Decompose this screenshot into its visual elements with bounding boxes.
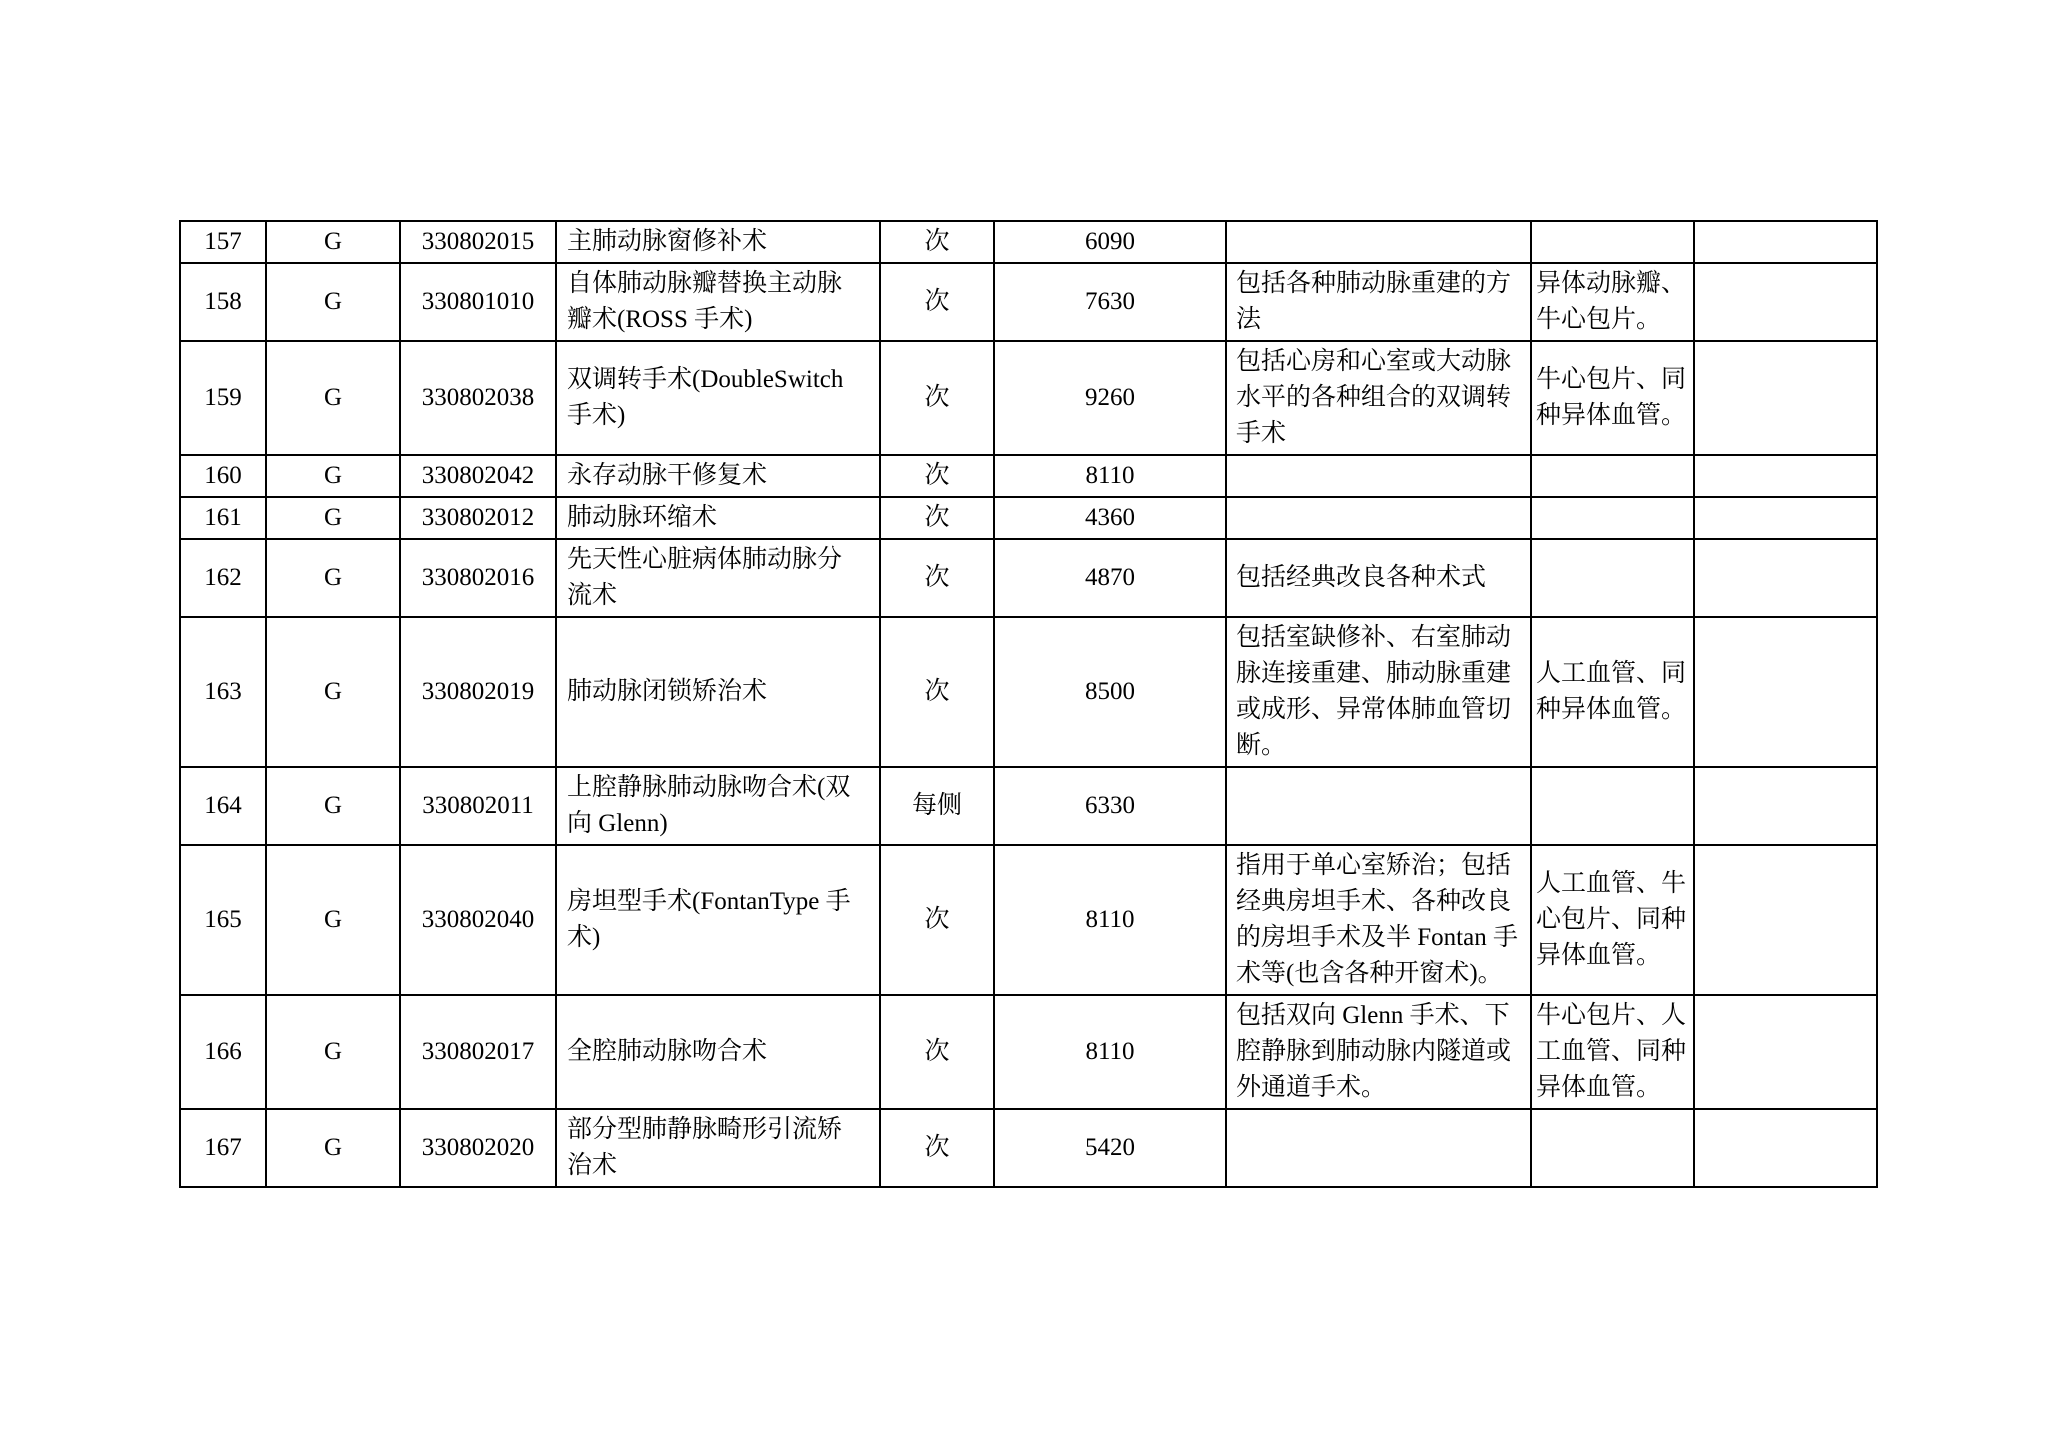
cell-extra (1694, 497, 1877, 539)
table-row (180, 767, 1877, 845)
cell-extra (1694, 455, 1877, 497)
table-row (180, 617, 1877, 767)
cell-unit: 次 (880, 263, 994, 341)
cell-price: 9260 (994, 341, 1226, 455)
cell-extra (1694, 341, 1877, 455)
cell-note (1226, 1109, 1531, 1187)
cell-materials (1531, 221, 1694, 263)
cell-code: 330801010 (400, 263, 556, 341)
cell-materials (1531, 497, 1694, 539)
cell-materials: 牛心包片、人工血管、同种异体血管。 (1531, 995, 1694, 1109)
cell-extra (1694, 263, 1877, 341)
cell-price: 8500 (994, 617, 1226, 767)
cell-name: 先天性心脏病体肺动脉分流术 (556, 539, 880, 617)
cell-index: 165 (180, 845, 266, 995)
cell-code: 330802011 (400, 767, 556, 845)
cell-code: 330802015 (400, 221, 556, 263)
cell-unit: 次 (880, 1109, 994, 1187)
cell-extra (1694, 221, 1877, 263)
cell-extra (1694, 995, 1877, 1109)
cell-category: G (266, 341, 400, 455)
cell-materials: 人工血管、牛心包片、同种异体血管。 (1531, 845, 1694, 995)
cell-extra (1694, 767, 1877, 845)
cell-index: 164 (180, 767, 266, 845)
table-row (180, 539, 1877, 617)
cell-price: 8110 (994, 455, 1226, 497)
cell-price: 6090 (994, 221, 1226, 263)
cell-materials (1531, 767, 1694, 845)
cell-extra (1694, 1109, 1877, 1187)
cell-name: 自体肺动脉瓣替换主动脉瓣术(ROSS 手术) (556, 263, 880, 341)
cell-unit: 次 (880, 497, 994, 539)
cell-unit: 次 (880, 341, 994, 455)
cell-materials: 人工血管、同种异体血管。 (1531, 617, 1694, 767)
cell-materials (1531, 1109, 1694, 1187)
cell-price: 6330 (994, 767, 1226, 845)
cell-category: G (266, 845, 400, 995)
fee-schedule-table (179, 220, 1878, 1188)
cell-materials: 异体动脉瓣、牛心包片。 (1531, 263, 1694, 341)
table-row (180, 263, 1877, 341)
cell-unit: 次 (880, 617, 994, 767)
cell-unit: 次 (880, 455, 994, 497)
cell-note: 包括室缺修补、右室肺动脉连接重建、肺动脉重建或成形、异常体肺血管切断。 (1226, 617, 1531, 767)
cell-name: 上腔静脉肺动脉吻合术(双向 Glenn) (556, 767, 880, 845)
cell-index: 161 (180, 497, 266, 539)
cell-price: 7630 (994, 263, 1226, 341)
cell-price: 5420 (994, 1109, 1226, 1187)
cell-note (1226, 455, 1531, 497)
cell-price: 4360 (994, 497, 1226, 539)
table-row (180, 995, 1877, 1109)
cell-note: 包括双向 Glenn 手术、下腔静脉到肺动脉内隧道或外通道手术。 (1226, 995, 1531, 1109)
cell-category: G (266, 539, 400, 617)
cell-code: 330802020 (400, 1109, 556, 1187)
table-row (180, 455, 1877, 497)
cell-extra (1694, 539, 1877, 617)
cell-price: 8110 (994, 995, 1226, 1109)
cell-name: 双调转手术(DoubleSwitch 手术) (556, 341, 880, 455)
cell-unit: 次 (880, 995, 994, 1109)
table-row (180, 221, 1877, 263)
cell-unit: 次 (880, 845, 994, 995)
cell-materials (1531, 539, 1694, 617)
cell-code: 330802042 (400, 455, 556, 497)
cell-code: 330802038 (400, 341, 556, 455)
cell-materials: 牛心包片、同种异体血管。 (1531, 341, 1694, 455)
cell-name: 永存动脉干修复术 (556, 455, 880, 497)
cell-note (1226, 221, 1531, 263)
cell-category: G (266, 767, 400, 845)
cell-name: 肺动脉闭锁矫治术 (556, 617, 880, 767)
cell-index: 157 (180, 221, 266, 263)
cell-category: G (266, 263, 400, 341)
cell-unit: 每侧 (880, 767, 994, 845)
cell-note: 指用于单心室矫治；包括经典房坦手术、各种改良的房坦手术及半 Fontan 手术等(也含各种开窗术)。 (1226, 845, 1531, 995)
cell-price: 4870 (994, 539, 1226, 617)
cell-code: 330802019 (400, 617, 556, 767)
cell-note: 包括心房和心室或大动脉水平的各种组合的双调转手术 (1226, 341, 1531, 455)
cell-price: 8110 (994, 845, 1226, 995)
cell-index: 166 (180, 995, 266, 1109)
cell-name: 全腔肺动脉吻合术 (556, 995, 880, 1109)
cell-index: 163 (180, 617, 266, 767)
cell-extra (1694, 845, 1877, 995)
cell-code: 330802016 (400, 539, 556, 617)
table-row (180, 341, 1877, 455)
cell-category: G (266, 497, 400, 539)
cell-index: 159 (180, 341, 266, 455)
cell-code: 330802012 (400, 497, 556, 539)
cell-name: 主肺动脉窗修补术 (556, 221, 880, 263)
table-row (180, 1109, 1877, 1187)
table-row (180, 497, 1877, 539)
cell-unit: 次 (880, 221, 994, 263)
cell-materials (1531, 455, 1694, 497)
cell-note (1226, 497, 1531, 539)
table-row (180, 845, 1877, 995)
cell-extra (1694, 617, 1877, 767)
cell-name: 部分型肺静脉畸形引流矫治术 (556, 1109, 880, 1187)
cell-code: 330802017 (400, 995, 556, 1109)
cell-note: 包括经典改良各种术式 (1226, 539, 1531, 617)
fee-table-body (180, 221, 1877, 1187)
cell-index: 162 (180, 539, 266, 617)
cell-index: 167 (180, 1109, 266, 1187)
cell-index: 158 (180, 263, 266, 341)
cell-code: 330802040 (400, 845, 556, 995)
cell-category: G (266, 617, 400, 767)
cell-unit: 次 (880, 539, 994, 617)
cell-category: G (266, 455, 400, 497)
cell-category: G (266, 1109, 400, 1187)
cell-name: 肺动脉环缩术 (556, 497, 880, 539)
cell-category: G (266, 221, 400, 263)
cell-index: 160 (180, 455, 266, 497)
cell-note: 包括各种肺动脉重建的方法 (1226, 263, 1531, 341)
cell-note (1226, 767, 1531, 845)
cell-category: G (266, 995, 400, 1109)
cell-name: 房坦型手术(FontanType 手术) (556, 845, 880, 995)
